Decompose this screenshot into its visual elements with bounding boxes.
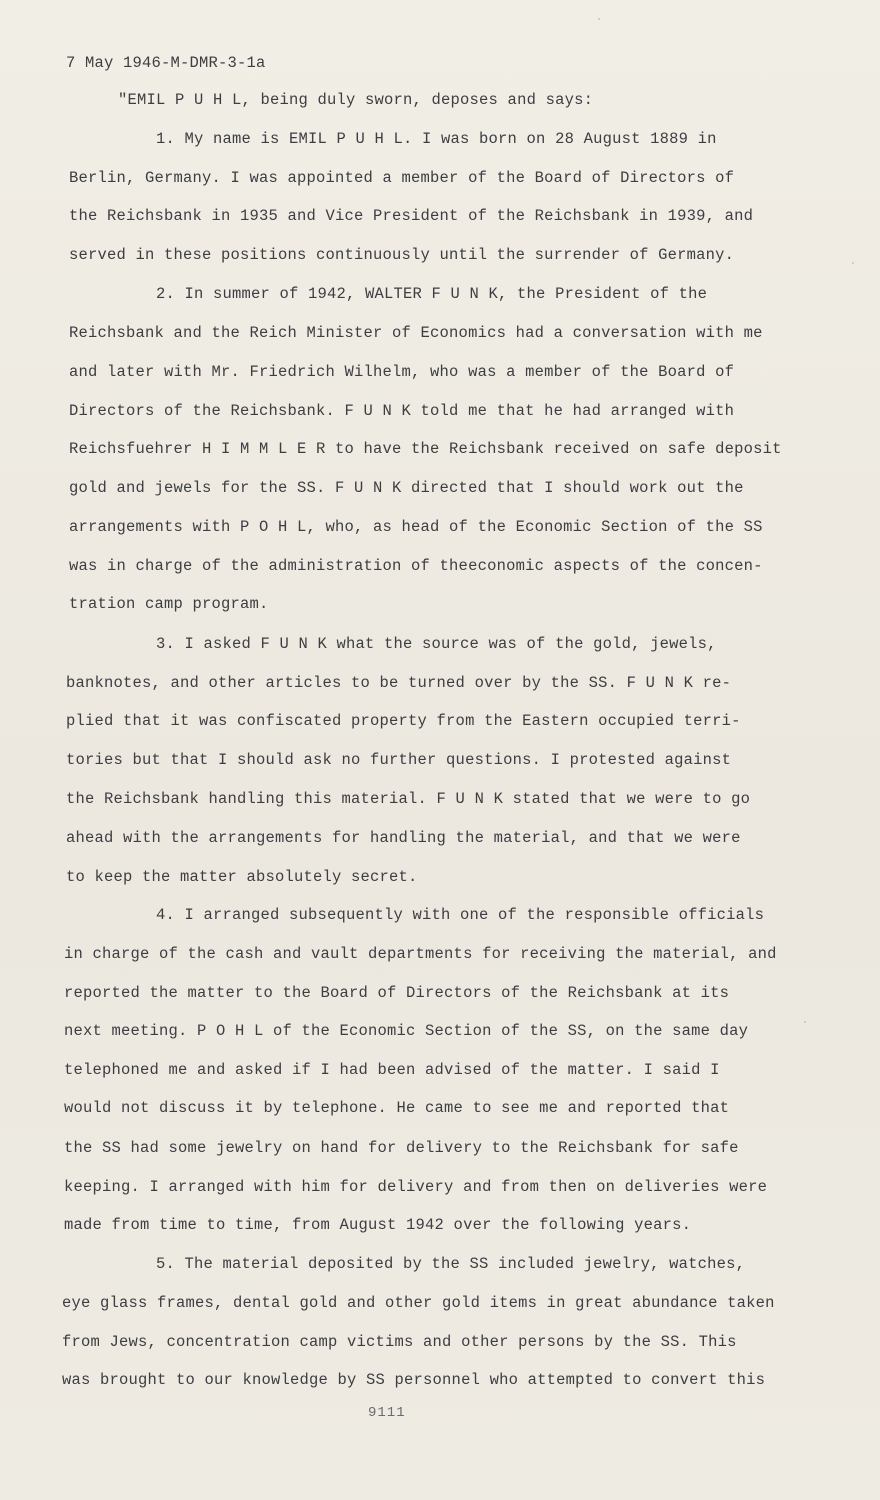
text-line: 1. My name is EMIL P U H L. I was born on 28 August 1889 in xyxy=(156,130,717,148)
text-line: to keep the matter absolutely secret. xyxy=(66,868,418,886)
text-line: tration camp program. xyxy=(69,595,269,613)
text-line: 5. The material deposited by the SS included jewelry, watches, xyxy=(156,1255,746,1273)
text-line: the Reichsbank handling this material. F U N K stated that we were to go xyxy=(66,790,751,808)
text-line: 3. I asked F U N K what the source was of the gold, jewels, xyxy=(156,635,717,653)
text-line: in charge of the cash and vault departments for receiving the material, and xyxy=(64,945,777,963)
text-line: eye glass frames, dental gold and other gold items in great abundance taken xyxy=(62,1294,775,1312)
text-line: plied that it was confiscated property from the Eastern occupied terri- xyxy=(66,712,741,730)
text-line: 4. I arranged subsequently with one of the responsible officials xyxy=(156,906,765,924)
text-line: the SS had some jewelry on hand for delivery to the Reichsbank for safe xyxy=(64,1139,739,1157)
text-line: "EMIL P U H L, being duly sworn, deposes and says: xyxy=(118,91,594,109)
text-line: arrangements with P O H L, who, as head of the Economic Section of the SS xyxy=(69,518,763,536)
text-line: reported the matter to the Board of Directors of the Reichsbank at its xyxy=(64,984,730,1002)
paper-speck xyxy=(598,18,600,20)
text-line: tories but that I should ask no further questions. I protested against xyxy=(66,751,732,769)
text-line: made from time to time, from August 1942 over the following years. xyxy=(64,1216,692,1234)
text-line: was brought to our knowledge by SS personnel who attempted to convert this xyxy=(62,1371,766,1389)
text-line: Reichsbank and the Reich Minister of Economics had a conversation with me xyxy=(69,324,763,342)
page-number: 9111 xyxy=(368,1405,406,1421)
text-line: and later with Mr. Friedrich Wilhelm, who was a member of the Board of xyxy=(69,363,735,381)
text-line: Berlin, Germany. I was appointed a member of the Board of Directors of xyxy=(69,169,735,187)
text-line: next meeting. P O H L of the Economic Section of the SS, on the same day xyxy=(64,1022,749,1040)
text-line: was in charge of the administration of theeconomic aspects of the concen- xyxy=(69,557,763,575)
document-reference: 7 May 1946-M-DMR-3-1a xyxy=(66,54,266,72)
text-line: served in these positions continuously until the surrender of Germany. xyxy=(69,246,735,264)
text-line: Reichsfuehrer H I M M L E R to have the Reichsbank received on safe deposit xyxy=(69,440,782,458)
text-line: keeping. I arranged with him for delivery and from then on deliveries were xyxy=(64,1178,768,1196)
text-line: the Reichsbank in 1935 and Vice President of the Reichsbank in 1939, and xyxy=(69,207,754,225)
text-line: would not discuss it by telephone. He came to see me and reported that xyxy=(64,1099,730,1117)
paper-speck xyxy=(852,262,854,264)
text-line: ahead with the arrangements for handling the material, and that we were xyxy=(66,829,741,847)
text-line: banknotes, and other articles to be turned over by the SS. F U N K re- xyxy=(66,674,732,692)
paper-speck xyxy=(804,1021,806,1023)
text-line: from Jews, concentration camp victims and other persons by the SS. This xyxy=(62,1333,737,1351)
text-line: 2. In summer of 1942, WALTER F U N K, the President of the xyxy=(156,285,708,303)
text-line: telephoned me and asked if I had been advised of the matter. I said I xyxy=(64,1061,720,1079)
text-line: Directors of the Reichsbank. F U N K told me that he had arranged with xyxy=(69,402,735,420)
text-line: gold and jewels for the SS. F U N K directed that I should work out the xyxy=(69,479,744,497)
